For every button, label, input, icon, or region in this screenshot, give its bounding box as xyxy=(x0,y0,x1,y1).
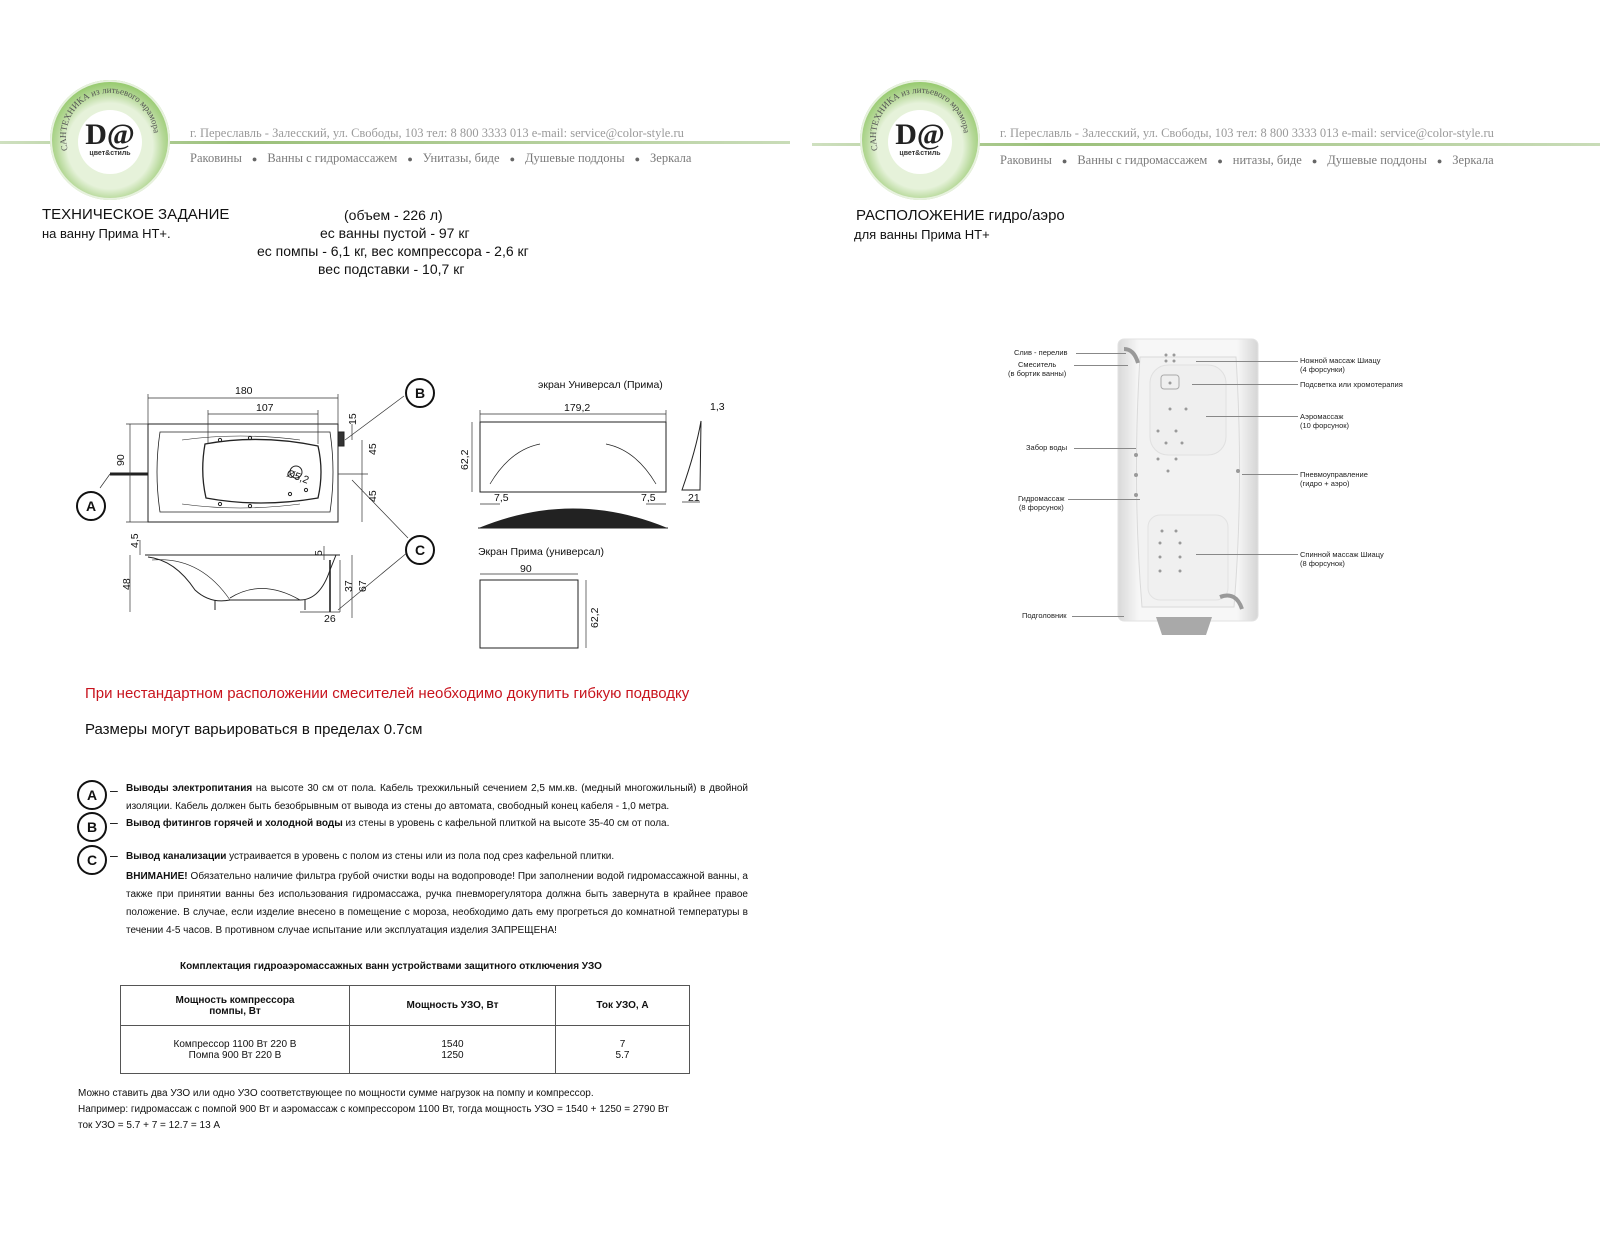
footer-line-2: Например: гидромассаж с помпой 900 Вт и аэромассаж с компрессором 1100 Вт, тогда мощность УЗО = 1540 + 1250 = 2790 Вт xyxy=(78,1104,669,1115)
dim-21: 21 xyxy=(688,492,700,504)
leader-line xyxy=(1192,384,1298,385)
spec-volume: (объем - 226 л) xyxy=(344,207,443,223)
note-c-heading: Вывод канализации xyxy=(126,851,227,862)
note-c-dash: – xyxy=(110,847,118,863)
category-nav-right: Раковины ● Ванны с гидромассажем ● нитазы, биде ● Душевые поддоны ● Зеркала xyxy=(1000,153,1494,167)
note-a-text: на высоте 30 см от пола. Кабель трехжильный сечением 2,5 мм.кв. (медный многожильный) в двойной изоляции. Кабель должен быть безобрывным от вывода из стены до автомата, свободный конец кабеля - 1,0 метра. xyxy=(126,783,748,812)
contact-info-right: г. Переславль - Залесский, ул. Свободы, 103 тел: 8 800 3333 013 e-mail: service@color-style.ru xyxy=(1000,126,1494,140)
dim-5: 5 xyxy=(313,550,325,556)
contact-info-left: г. Переславль - Залесский, ул. Свободы, 103 тел: 8 800 3333 013 e-mail: service@color-style.ru xyxy=(190,126,684,140)
dim-179-2: 179,2 xyxy=(564,402,591,414)
attention-heading: ВНИМАНИЕ! xyxy=(126,871,188,882)
footer-line-3: ток УЗО = 5.7 + 7 = 12.7 = 13 А xyxy=(78,1120,221,1131)
dim-26: 26 xyxy=(324,613,336,625)
dim-7-5-right: 7,5 xyxy=(641,492,656,504)
label-hydromassage: Гидромассаж (8 форсунок) xyxy=(1018,494,1065,512)
dim-drain-diameter: Ø5,2 xyxy=(284,467,311,487)
spec-weight-pump: ес помпы - 6,1 кг, вес компрессора - 2,6 кг xyxy=(257,243,529,259)
leader-line xyxy=(1068,499,1140,500)
table-header-rcd-power: Мощность УЗО, Вт xyxy=(350,986,556,1026)
logo-subtitle: цвет&стиль xyxy=(899,150,941,157)
callout-c: C xyxy=(405,535,435,565)
screen-front-title: экран Универсал (Прима) xyxy=(538,379,663,391)
note-b xyxy=(126,815,748,833)
label-water-intake: Забор воды xyxy=(1026,443,1068,452)
label-back-shiatsu: Спинной массаж Шиацу (8 форсунок) xyxy=(1300,550,1384,568)
dim-90: 90 xyxy=(115,454,127,466)
nav-item-mirrors[interactable]: Зеркала xyxy=(1452,153,1494,167)
note-a xyxy=(126,780,748,816)
label-drain-overflow: Слив - перелив xyxy=(1014,348,1068,357)
brand-logo-right xyxy=(860,80,980,200)
attention-note xyxy=(126,868,748,940)
note-b-text: из стены в уровень с кафельной плиткой на высоте 35-40 см от пола. xyxy=(342,818,670,829)
footer-line-1: Можно ставить два УЗО или одно УЗО соответствующее по мощности сумме нагрузок на помпу и компрессор. xyxy=(78,1088,594,1099)
callout-a: A xyxy=(76,491,106,521)
label-aeromassage: Аэромассаж (10 форсунок) xyxy=(1300,412,1350,430)
dim-180: 180 xyxy=(235,385,253,397)
spec-weight-stand: вес подставки - 10,7 кг xyxy=(318,261,465,277)
leader-line xyxy=(1074,448,1136,449)
dim-62-2-end: 62,2 xyxy=(589,607,601,628)
category-nav-left: Раковины ● Ванны с гидромассажем ● Унитазы, биде ● Душевые поддоны ● Зеркала xyxy=(190,151,692,165)
note-a-dash: – xyxy=(110,782,118,798)
leader-line xyxy=(1196,361,1298,362)
nav-item-whirlpool-baths[interactable]: Ванны с гидромассажем xyxy=(1077,153,1208,167)
nav-item-sinks[interactable]: Раковины xyxy=(1000,153,1052,167)
warning-flexible-hose: При нестандартном расположении смесителей необходимо докупить гибкую подводку xyxy=(85,685,690,702)
logo-monogram: D@ xyxy=(85,118,135,151)
dim-45-lower: 45 xyxy=(367,490,379,502)
bath-top-view xyxy=(110,424,344,522)
table-row: Компрессор 1100 Вт 220 В Помпа 900 Вт 220 В 1540 1250 7 5.7 xyxy=(121,1026,690,1074)
logo-monogram: D@ xyxy=(895,118,945,151)
nav-item-shower-trays[interactable]: Душевые поддоны xyxy=(1327,153,1427,167)
technical-drawing xyxy=(0,360,760,660)
nav-item-toilets[interactable]: Унитазы, биде xyxy=(422,151,500,165)
label-pneumatic-control: Пневмоуправление (гидро + аэро) xyxy=(1300,470,1368,488)
dim-1-3: 1,3 xyxy=(710,401,725,413)
dim-7-5-left: 7,5 xyxy=(494,492,509,504)
nav-item-mirrors[interactable]: Зеркала xyxy=(650,151,692,165)
label-mixer: Смеситель (в бортик ванны) xyxy=(1008,360,1067,378)
note-b-heading: Вывод фитингов горячей и холодной воды xyxy=(126,818,343,829)
size-tolerance-note: Размеры могут варьироваться в пределах 0.7см xyxy=(85,721,423,738)
leader-line xyxy=(1206,416,1298,417)
spec-weight-empty: ес ванны пустой - 97 кг xyxy=(320,225,470,241)
dim-48: 48 xyxy=(121,578,133,590)
note-c xyxy=(126,848,748,866)
svg-text:САНТЕХНИКА из литьевого мрамор: САНТЕХНИКА из литьевого мрамора xyxy=(867,84,972,153)
table-caption: Комплектация гидроаэромассажных ванн устройствами защитного отключения УЗО xyxy=(180,961,602,972)
dim-67: 67 xyxy=(357,580,369,592)
leader-line xyxy=(1242,474,1298,475)
label-chromotherapy: Подсветка или хромотерапия xyxy=(1300,380,1403,389)
leader-line xyxy=(1072,616,1124,617)
page-subtitle: на ванну Прима НТ+. xyxy=(42,226,171,241)
callout-b: B xyxy=(405,378,435,408)
leader-line xyxy=(1196,554,1298,555)
attention-text: Обязательно наличие фильтра грубой очистки воды на водопроводе! При заполнении водой гидромассажной ванны, а также при принятии ванны без использования гидромассажа, ручка пневморегулятора должна быть завернута в крайнее правое положение. В случае, если изделие внесено в помещение с мороза, необходимо дать ему прогреться до комнатной температуры в течении 4-5 часов. В противном случае испытание или эксплуатация изделия ЗАПРЕЩЕНА! xyxy=(126,871,748,936)
table-header-power: Мощность компрессора помпы, Вт xyxy=(121,986,350,1026)
svg-text:САНТЕХНИКА из литьевого мрамор: САНТЕХНИКА из литьевого мрамора xyxy=(57,84,162,153)
brand-logo-left xyxy=(50,80,170,200)
nav-item-toilets[interactable]: нитазы, биде xyxy=(1232,153,1302,167)
bath-jets-layout xyxy=(1110,335,1270,635)
leader-line xyxy=(1076,353,1126,354)
bath-side-view xyxy=(145,555,340,612)
label-foot-shiatsu: Ножной массаж Шиацу (4 форсунки) xyxy=(1300,356,1381,374)
layout-title: РАСПОЛОЖЕНИЕ гидро/аэро xyxy=(856,207,1065,224)
dim-45-upper: 45 xyxy=(367,443,379,455)
dim-90-screen: 90 xyxy=(520,563,532,575)
nav-item-shower-trays[interactable]: Душевые поддоны xyxy=(525,151,625,165)
note-b-marker: B xyxy=(77,812,107,842)
nav-item-sinks[interactable]: Раковины xyxy=(190,151,242,165)
dim-15: 15 xyxy=(347,413,359,425)
note-c-marker: C xyxy=(77,845,107,875)
dim-4-5: 4,5 xyxy=(129,533,141,548)
note-c-text: устраивается в уровень с полом из стены или из пола под срез кафельной плитки. xyxy=(226,851,615,862)
note-a-marker: A xyxy=(77,780,107,810)
rcd-table xyxy=(120,985,690,1074)
screen-end-title: Экран Прима (универсал) xyxy=(478,546,605,558)
page-title: ТЕХНИЧЕСКОЕ ЗАДАНИЕ xyxy=(42,206,230,223)
dim-37: 37 xyxy=(343,580,355,592)
nav-item-whirlpool-baths[interactable]: Ванны с гидромассажем xyxy=(267,151,398,165)
note-a-heading: Выводы электропитания xyxy=(126,783,253,794)
table-header-rcd-current: Ток УЗО, А xyxy=(556,986,690,1026)
logo-subtitle: цвет&стиль xyxy=(89,150,131,157)
leader-line xyxy=(1074,365,1128,366)
dim-107: 107 xyxy=(256,402,274,414)
label-headrest: Подголовник xyxy=(1022,611,1067,620)
dim-62-2-front: 62,2 xyxy=(459,449,471,470)
note-b-dash: – xyxy=(110,814,118,830)
layout-subtitle: для ванны Прима НТ+ xyxy=(854,227,990,242)
